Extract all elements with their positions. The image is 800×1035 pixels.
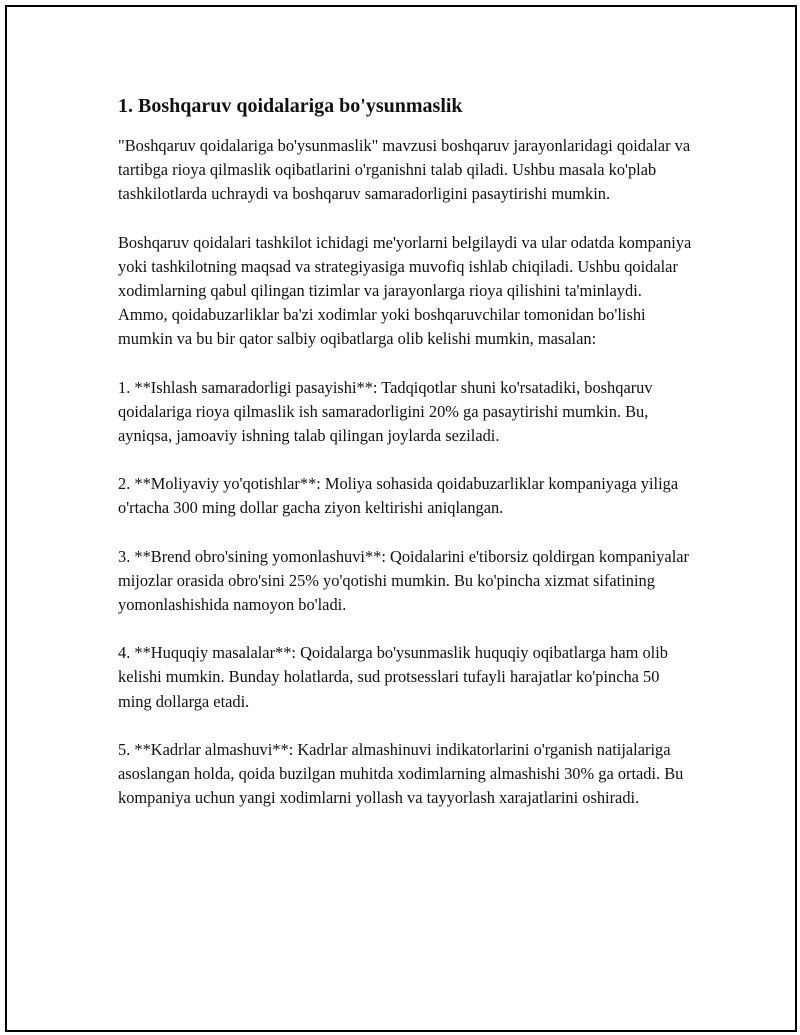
list-item-brand: 3. **Brend obro'sining yomonlashuvi**: Qoidalarini e'tiborsiz qoldirgan kompaniyalar mijozlar orasida obro'sini 25% yo'qotishi mumkin. Bu ko'pincha xizmat sifatining yomonlashishida namoyon bo'ladi. — [118, 546, 689, 615]
intro-paragraph: "Boshqaruv qoidalariga bo'ysunmaslik" mavzusi boshqaruv jarayonlaridagi qoidalar va tartibga rioya qilmaslik oqibatlarini o'rganishni talab qiladi. Ushbu masala ko'plab tashkilotlarda uchraydi va boshqaruv samaradorligini pasaytirishi mumkin. — [118, 136, 691, 204]
context-paragraph: Boshqaruv qoidalari tashkilot ichidagi me'yorlarni belgilaydi va ular odatda kompaniya yoki tashkilotning maqsad va strategiyasiga muvofiq ishlab chiqiladi. Ushbu qoidalar xodimlarning qabul qilingan tizimlar va jarayonlarga rioya qilishini ta'minlaydi. Ammo, qoidabuzarliklar ba'zi xodimlar yoki boshqaruvchilar tomonidan bo'lishi mumkin va bu bir qator salbiy oqibatlarga olib kelishi mumkin, masalan: — [118, 232, 692, 349]
list-item-legal: 4. **Huquqiy masalalar**: Qoidalarga bo'ysunmaslik huquqiy oqibatlarga ham olib kelishi mumkin. Bunday holatlarda, sud protsesslari tufayli harajatlar ko'pincha 50 ming dollarga etadi. — [118, 643, 668, 711]
list-item-performance: 1. **Ishlash samaradorligi pasayishi**: Tadqiqotlar shuni ko'rsatadiki, boshqaruv qoidalariga rioya qilmaslik ish samaradorligini 20% ga pasaytirishi mumkin. Bu, ayniqsa, jamoaviy ishning talab qilingan joylarda seziladi. — [118, 377, 653, 446]
list-item-financial: 2. **Moliyaviy yo'qotishlar**: Moliya sohasida qoidabuzarliklar kompaniyaga yiliga o'rtacha 300 ming dollar gacha ziyon keltirishi aniqlangan. — [118, 474, 679, 518]
section-heading: 1. Boshqaruv qoidalariga bo'ysunmaslik — [118, 95, 463, 117]
list-item-turnover: 5. **Kadrlar almashuvi**: Kadrlar almashinuvi indikatorlarini o'rganish natijalariga asoslangan holda, qoida buzilgan muhitda xodimlarning almashishi 30% ga ortadi. Bu kompaniya uchun yangi xodimlarni yollash va tayyorlash xarajatlarini oshiradi. — [118, 739, 684, 808]
document-body — [118, 92, 693, 834]
